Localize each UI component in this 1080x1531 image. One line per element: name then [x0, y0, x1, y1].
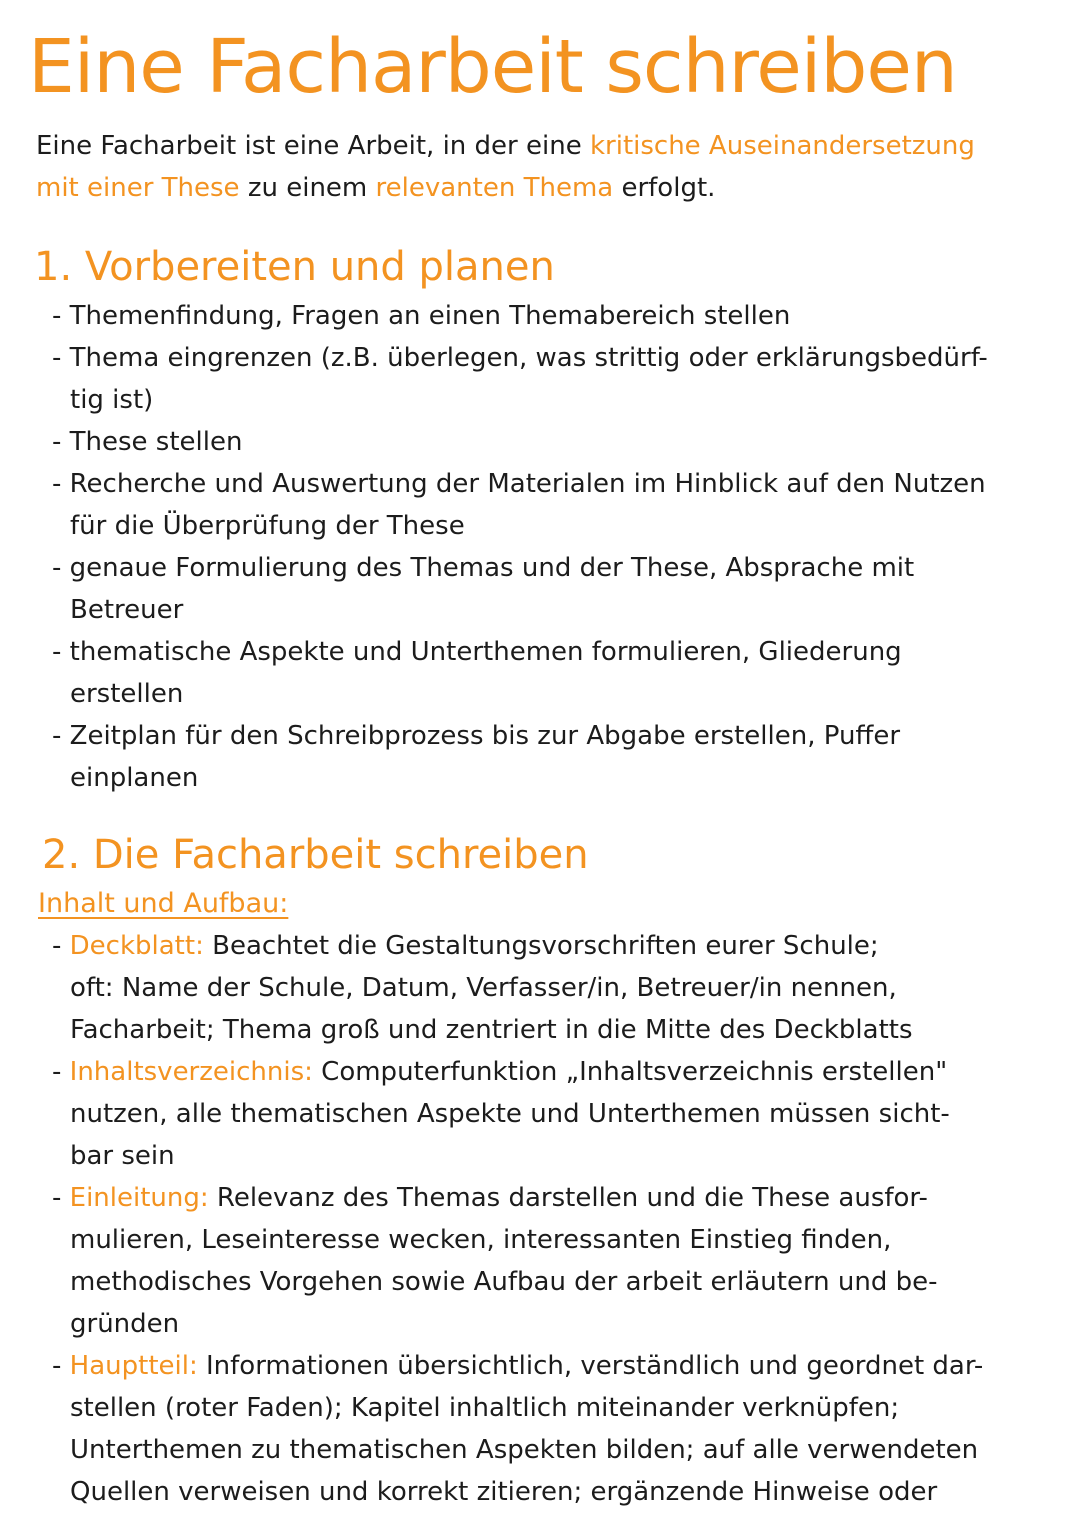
intro-highlight: relevanten Thema [375, 173, 614, 203]
inhaltsverzeichnis-line-3: bar sein [70, 1141, 175, 1171]
hauptteil-line-4: Quellen verweisen und korrekt zitieren; ergänzende Hinweise oder [70, 1477, 938, 1507]
deckblatt-line-1: - Deckblatt: Beachtet die Gestaltungsvorschriften eurer Schule; [52, 931, 879, 961]
inhaltsverzeichnis-line-1: - Inhaltsverzeichnis: Computerfunktion „Inhaltsverzeichnis erstellen" [52, 1057, 948, 1087]
section-1-heading: 1. Vorbereiten und planen [34, 244, 555, 290]
section-1-line: - genaue Formulierung des Themas und der These, Absprache mit [52, 553, 915, 583]
hauptteil-line-3: Unterthemen zu thematischen Aspekten bilden; auf alle verwendeten [70, 1435, 979, 1465]
intro-line-1 [36, 126, 975, 166]
hauptteil-line-2: stellen (roter Faden); Kapitel inhaltlich miteinander verknüpfen; [70, 1393, 900, 1423]
hauptteil-term: Hauptteil: [69, 1351, 198, 1381]
inhaltsverzeichnis-text: Computerfunktion „Inhaltsverzeichnis erstellen" [312, 1057, 948, 1087]
deckblatt-line-3: Facharbeit; Thema groß und zentriert in die Mitte des Deckblatts [70, 1015, 913, 1045]
page-title: Eine Facharbeit schreiben [28, 24, 957, 110]
einleitung-line-1: - Einleitung: Relevanz des Themas darstellen und die These ausfor- [52, 1183, 928, 1213]
intro-highlight: mit einer These [36, 173, 240, 203]
einleitung-line-3: methodisches Vorgehen sowie Aufbau der arbeit erläutern und be- [70, 1267, 938, 1297]
deckblatt-line-2: oft: Name der Schule, Datum, Verfasser/in, Betreuer/in nennen, [70, 973, 897, 1003]
intro-text: Eine Facharbeit ist eine Arbeit, in der eine [36, 131, 590, 161]
einleitung-text: Relevanz des Themas darstellen und die These ausfor- [208, 1183, 928, 1213]
section-1-line: - Thema eingrenzen (z.B. überlegen, was strittig oder erklärungsbedürf- [52, 343, 988, 373]
inhaltsverzeichnis-term: Inhaltsverzeichnis: [69, 1057, 313, 1087]
section-1-line: - Zeitplan für den Schreibprozess bis zur Abgabe erstellen, Puffer [52, 721, 901, 751]
deckblatt-term: Deckblatt: [69, 931, 204, 961]
intro-text: erfolgt. [613, 173, 716, 203]
section-1-line: für die Überprüfung der These [70, 511, 465, 541]
section-1-line: erstellen [70, 679, 184, 709]
hauptteil-line-1: - Hauptteil: Informationen übersichtlich, verständlich und geordnet dar- [52, 1351, 984, 1381]
section-1-line: - Recherche und Auswertung der Materialen im Hinblick auf den Nutzen [52, 469, 986, 499]
intro-line-2 [36, 168, 715, 208]
einleitung-line-4: gründen [70, 1309, 180, 1339]
intro-text: zu einem [239, 173, 376, 203]
deckblatt-text: Beachtet die Gestaltungsvorschriften eurer Schule; [203, 931, 879, 961]
inhaltsverzeichnis-line-2: nutzen, alle thematischen Aspekte und Unterthemen müssen sicht- [70, 1099, 950, 1129]
section-1-line: - thematische Aspekte und Unterthemen formulieren, Gliederung [52, 637, 902, 667]
section-1-line: - These stellen [52, 427, 243, 457]
section-2-subheading: Inhalt und Aufbau: [38, 888, 289, 919]
section-1-line: - Themenfindung, Fragen an einen Themabereich stellen [52, 301, 791, 331]
einleitung-term: Einleitung: [69, 1183, 209, 1213]
section-1-line: tig ist) [70, 385, 154, 415]
hauptteil-text: Informationen übersichtlich, verständlich und geordnet dar- [197, 1351, 984, 1381]
einleitung-line-2: mulieren, Leseinteresse wecken, interessanten Einstieg finden, [70, 1225, 892, 1255]
section-1-line: Betreuer [70, 595, 184, 625]
intro-highlight: kritische Auseinandersetzung [589, 131, 975, 161]
section-1-line: einplanen [70, 763, 199, 793]
section-2-heading: 2. Die Facharbeit schreiben [42, 832, 589, 878]
